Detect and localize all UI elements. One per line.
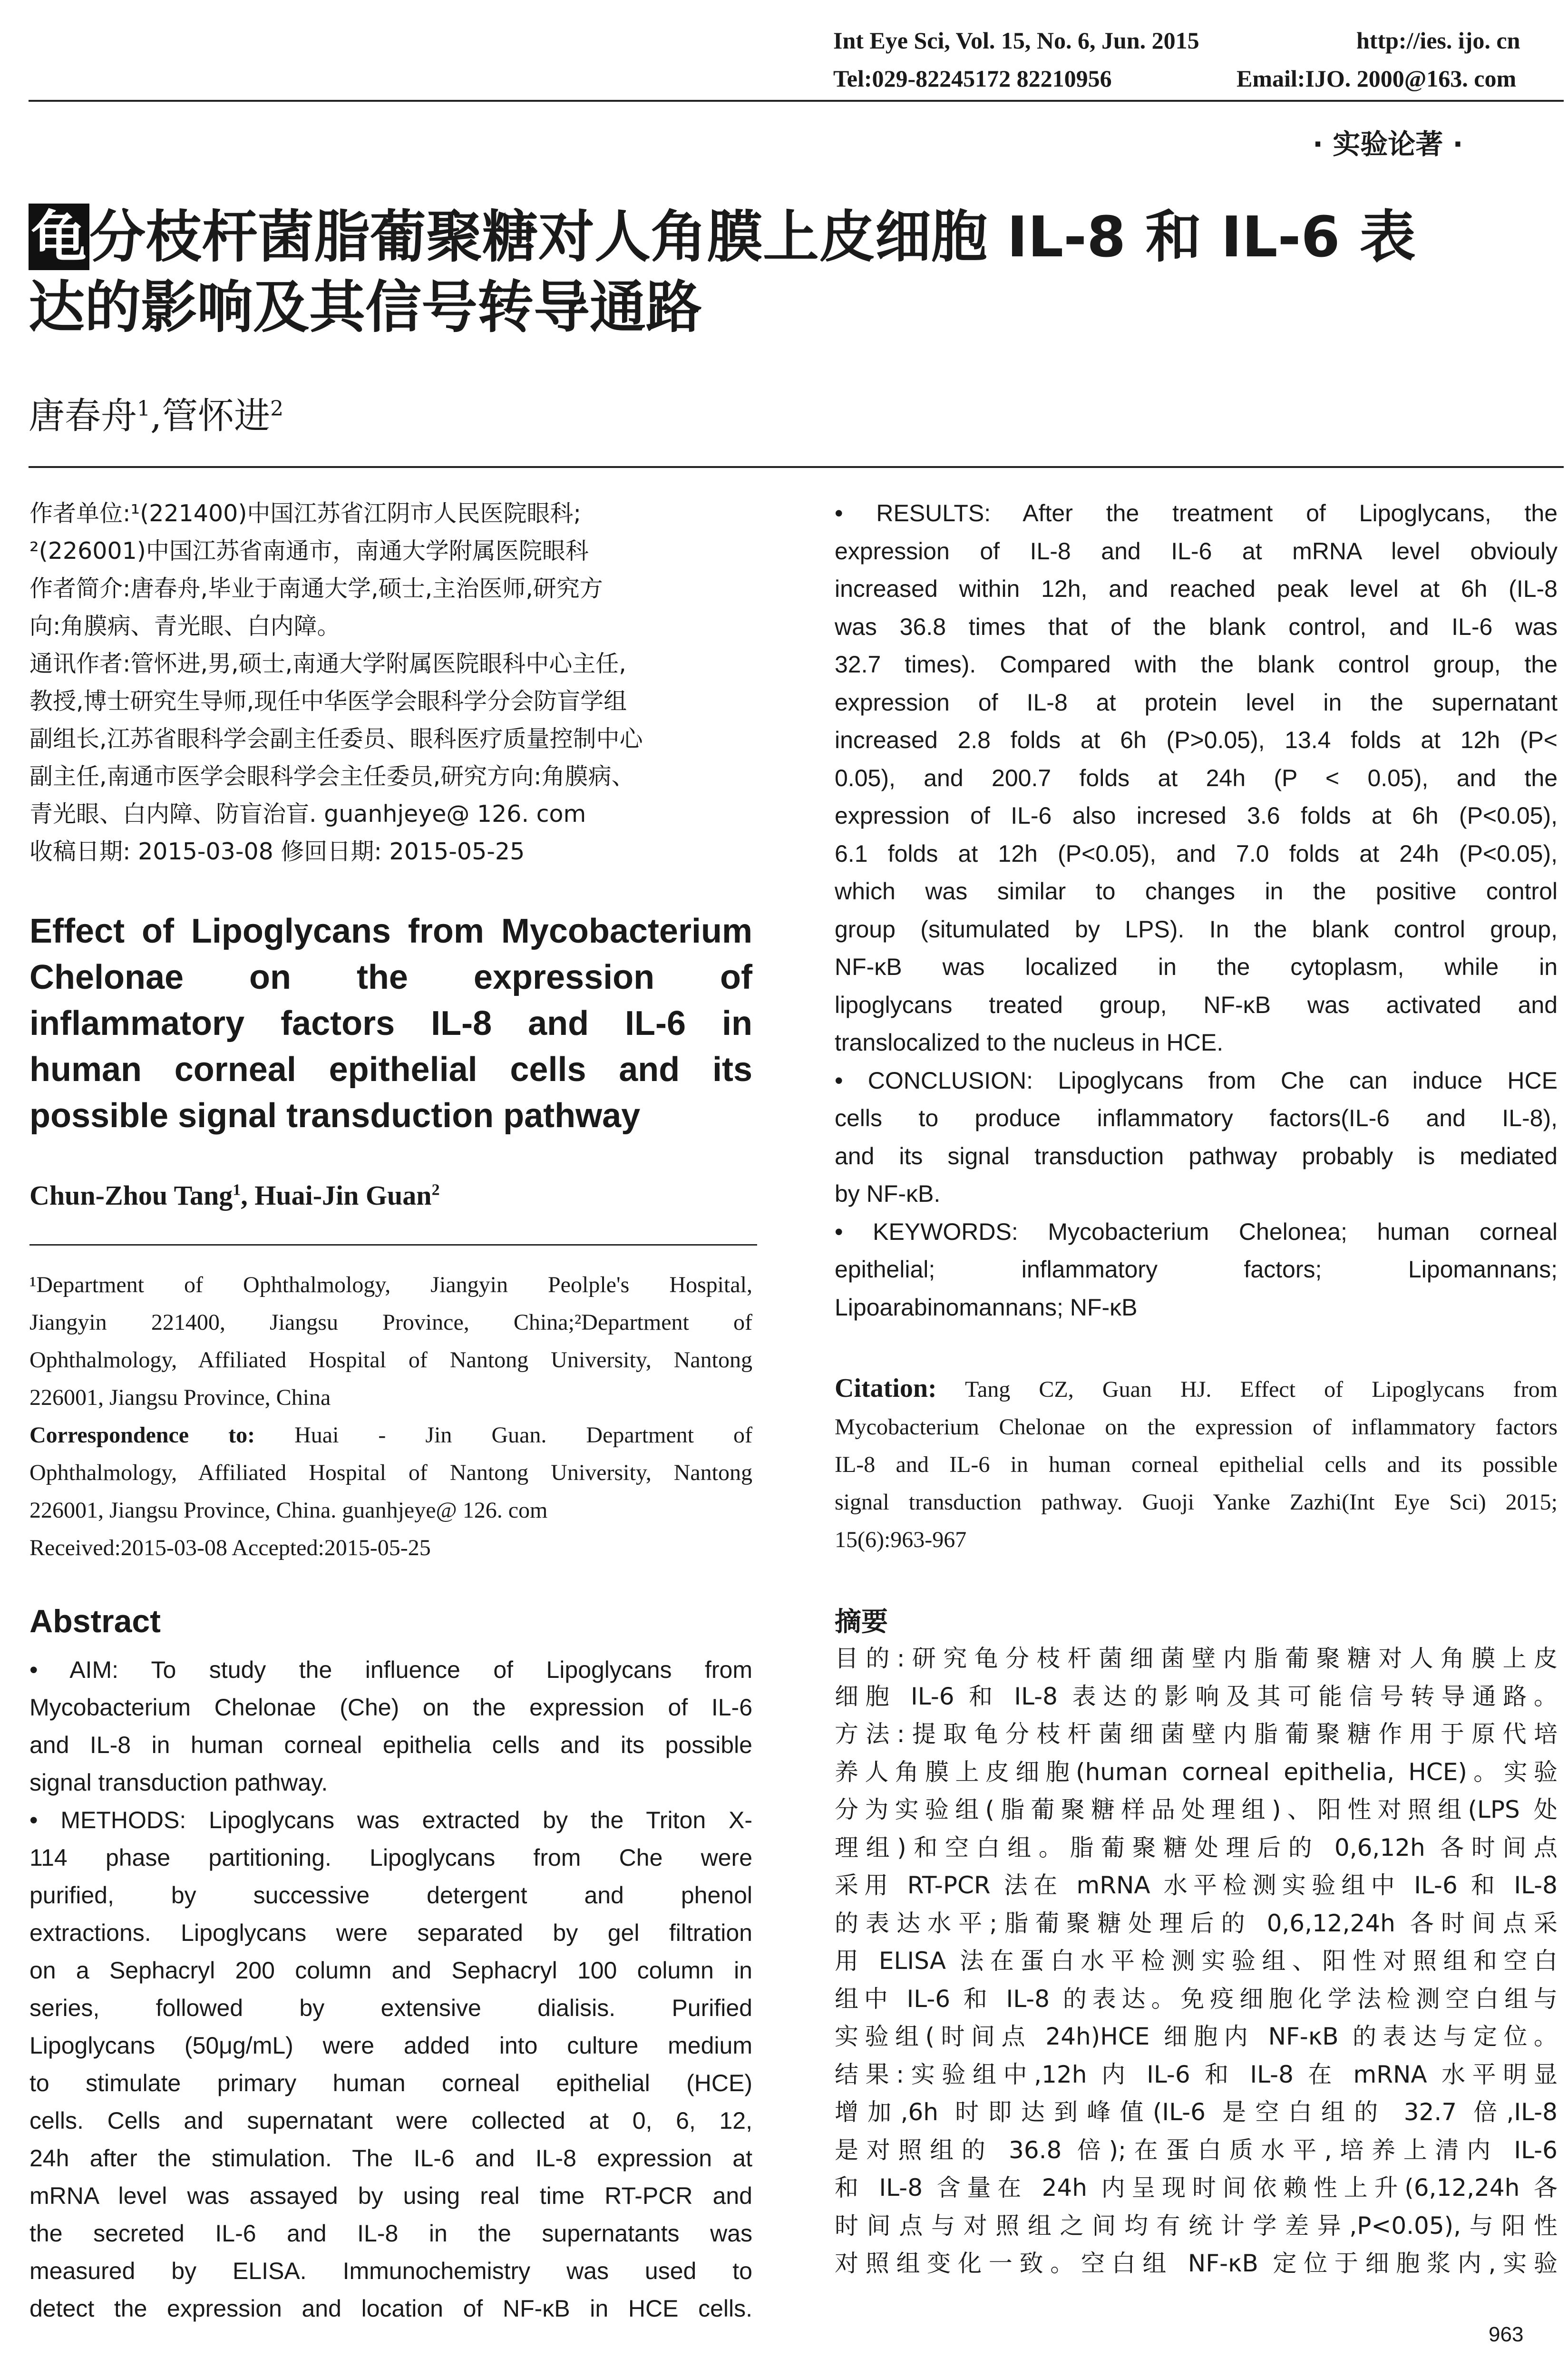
correspondence-line: Ophthalmology, Affiliated Hospital of Nantong University, Nantong [29, 1460, 752, 1485]
conclusion-line: cells to produce inflammatory factors(IL-6 and IL-8), [835, 1105, 1558, 1131]
abstract-cn-line: 的表达水平;脂葡聚糖处理后的 0,6,12,24h 各时间点采 [835, 1909, 1558, 1937]
results-line: lipoglycans treated group, NF-κB was activated and [835, 991, 1558, 1018]
correspondence-label: Correspondence to: [29, 1422, 255, 1448]
title-cn [29, 204, 1416, 270]
abstract-line: measured by ELISA. Immunochemistry was used to [29, 2258, 752, 2284]
abstract-cn-line: 组中 IL-6 和 IL-8 的表达。免疫细胞化学法检测空白组与 [835, 1985, 1558, 2013]
journal-email: Email:IJO. 2000@163. com [1237, 65, 1517, 92]
journal-tel: Tel:029-82245172 82210956 [833, 65, 1112, 92]
correspondence-line [29, 1416, 752, 1454]
cn-info-line: 作者简介:唐春舟,毕业于南通大学,硕士,主治医师,研究方 [29, 575, 603, 602]
cn-info-line: ²(226001)中国江苏省南通市，南通大学附属医院眼科 [29, 537, 589, 565]
abstract-line: on a Sephacryl 200 column and Sephacryl 100 column in [29, 1957, 752, 1984]
results-line: group (situmulated by LPS). In the blank control group, [835, 916, 1558, 943]
title-cn-line2: 达的影响及其信号转导通路 [29, 274, 702, 340]
abstract-cn-line: 理组)和空白组。脂葡聚糖处理后的 0,6,12h 各时间点 [835, 1833, 1558, 1861]
abstract-cn-line: 和 IL-8 含量在 24h 内呈现时间依赖性上升(6,12,24h 各 [835, 2174, 1558, 2202]
keywords-line: epithelial; inflammatory factors; Lipomannans; [835, 1256, 1558, 1283]
journal-line: Int Eye Sci, Vol. 15, No. 6, Jun. 2015 [833, 27, 1199, 54]
conclusion-line: by NF-κB. [835, 1180, 941, 1207]
author-cn-1-sup: 1 [137, 397, 150, 421]
abstract-line: mRNA level was assayed by using real time RT-PCR and [29, 2182, 752, 2209]
authors-rule [29, 466, 1564, 468]
citation-line: 15(6):963-967 [835, 1527, 967, 1552]
abstract-body [29, 1651, 752, 2328]
abstract-cn-line: 方法:提取龟分枝杆菌细菌壁内脂葡聚糖作用于原代培 [835, 1720, 1558, 1748]
abstract-line: detect the expression and location of NF-κB in HCE cells. [29, 2295, 752, 2322]
title-cn-line1: 分枝杆菌脂葡聚糖对人角膜上皮细胞 IL-8 和 IL-6 表 [89, 204, 1416, 270]
abstract-line: Mycobacterium Chelonae (Che) on the expression of IL-6 [29, 1694, 752, 1721]
results-line: 6.1 folds at 12h (P<0.05), and 7.0 folds at 24h (P<0.05), [835, 840, 1558, 867]
abstract-cn-heading: 摘要 [835, 1607, 888, 1637]
citation-line: signal transduction pathway. Guoji Yanke Zazhi(Int Eye Sci) 2015; [835, 1490, 1558, 1515]
results-line: 32.7 times). Compared with the blank control group, the [835, 651, 1558, 678]
keywords-line: • KEYWORDS: Mycobacterium Chelonea; human corneal [835, 1218, 1558, 1245]
correspondence-text: Huai - Jin Guan. Department of [294, 1422, 752, 1448]
affil-rule [29, 1244, 757, 1246]
abstract-line: and IL-8 in human corneal epithelia cells and its possible [29, 1732, 752, 1758]
abstract-line: series, followed by extensive dialisis. Purified [29, 1995, 752, 2021]
title-en-line: Chelonae on the expression of [29, 958, 752, 996]
conclusion-line: and its signal transduction pathway probably is mediated [835, 1142, 1558, 1169]
abstract-cn-line: 用 ELISA 法在蛋白水平检测实验组、阳性对照组和空白 [835, 1947, 1558, 1975]
right-abstract [835, 495, 1558, 1326]
received-line: Received:2015-03-08 Accepted:2015-05-25 [29, 1535, 431, 1560]
journal-url: http://ies. ijo. cn [1356, 27, 1520, 54]
abstract-cn-line: 采用 RT-PCR 法在 mRNA 水平检测实验组中 IL-6 和 IL-8 [835, 1871, 1558, 1899]
abstract-heading: Abstract [29, 1603, 161, 1639]
cn-info-line: 青光眼、白内障、防盲治盲. guanhjeye@ 126. com [29, 800, 586, 828]
cn-info-line: 作者单位:¹(221400)中国江苏省江阴市人民医院眼科; [29, 500, 581, 527]
title-mark: 龟 [29, 204, 89, 270]
cn-info-line: 向:角膜病、青光眼、白内障。 [29, 613, 341, 640]
author-en-sep: , [241, 1180, 255, 1211]
abstract-cn-line: 对照组变化一致。空白组 NF-κB 定位于细胞浆内,实验 [835, 2250, 1558, 2277]
abstract-line: cells. Cells and supernatant were collected at 0, 6, 12, [29, 2107, 752, 2134]
affil-line: Jiangyin 221400, Jiangsu Province, China;²Department of [29, 1310, 752, 1335]
results-line: NF-κB was localized in the cytoplasm, while in [835, 954, 1558, 980]
abstract-line: purified, by successive detergent and phenol [29, 1882, 752, 1909]
authors-cn [29, 385, 283, 439]
abstract-line: extractions. Lipoglycans were separated by gel filtration [29, 1919, 752, 1946]
cn-info-line: 教授,博士研究生导师,现任中华医学会眼科学分会防盲学组 [29, 688, 627, 715]
author-cn-1: 唐春舟 [29, 394, 137, 437]
abstract-line: 24h after the stimulation. The IL-6 and IL-8 expression at [29, 2145, 752, 2172]
title-en-line: inflammatory factors IL-8 and IL-6 in [29, 1004, 752, 1042]
results-line: was 36.8 times that of the blank control, and IL-6 was [835, 613, 1558, 640]
results-line: increased within 12h, and reached peak level at 6h (IL-8 [835, 575, 1558, 602]
results-line: • RESULTS: After the treatment of Lipoglycans, the [835, 500, 1558, 526]
results-line: 0.05), and 200.7 folds at 24h (P < 0.05), and the [835, 764, 1558, 791]
header-rule [29, 100, 1564, 102]
abstract-line: • METHODS: Lipoglycans was extracted by the Triton X- [29, 1807, 752, 1833]
abstract-cn-line: 养人角膜上皮细胞(human corneal epithelia, HCE)。实验 [835, 1758, 1558, 1786]
citation-line: Mycobacterium Chelonae on the expression of inflammatory factors [835, 1414, 1558, 1440]
abstract-cn-line: 目的:研究龟分枝杆菌细菌壁内脂葡聚糖对人角膜上皮 [835, 1645, 1558, 1672]
section-tag: · 实验论著 · [1313, 128, 1463, 160]
results-line: expression of IL-6 also incresed 3.6 folds at 6h (P<0.05), [835, 802, 1558, 829]
abstract-cn-body [835, 1640, 1558, 2283]
citation [835, 1370, 1558, 1559]
abstract-cn-line: 结果:实验组中,12h 内 IL-6 和 IL-8 在 mRNA 水平明显 [835, 2060, 1558, 2088]
cn-info-line: 收稿日期: 2015-03-08 修回日期: 2015-05-25 [29, 838, 525, 865]
results-line: expression of IL-8 and IL-6 at mRNA level obviouly [835, 537, 1558, 565]
author-en-2-sup: 2 [431, 1181, 440, 1199]
abstract-cn-line: 时间点与对照组之间均有统计学差异,P<0.05),与阳性 [835, 2211, 1558, 2240]
affil-line: ¹Department of Ophthalmology, Jiangyin Peolple's Hospital, [29, 1272, 752, 1297]
abstract-cn-line: 是对照组的 36.8 倍);在蛋白质水平,培养上清内 IL-6 [835, 2136, 1558, 2164]
page-number: 963 [1489, 2323, 1524, 2346]
abstract-line: the secreted IL-6 and IL-8 in the supernatants was [29, 2220, 752, 2247]
results-line: expression of IL-8 at protein level in the supernatant [835, 689, 1558, 716]
correspondence-line: 226001, Jiangsu Province, China. guanhjeye@ 126. com [29, 1498, 548, 1523]
author-en-2: Huai-Jin Guan [254, 1180, 432, 1211]
citation-line [835, 1370, 1558, 1408]
cn-info-line: 副主任,南通市医学会眼科学会主任委员,研究方向:角膜病、 [29, 763, 635, 790]
abstract-line: signal transduction pathway. [29, 1769, 328, 1796]
results-line: which was similar to changes in the positive control [835, 878, 1558, 905]
keywords-line: Lipoarabinomannans; NF-κB [835, 1294, 1138, 1321]
affil-line: Ophthalmology, Affiliated Hospital of Nantong University, Nantong [29, 1347, 752, 1373]
results-line: increased 2.8 folds at 6h (P>0.05), 13.4 folds at 12h (P< [835, 727, 1558, 753]
conclusion-line: • CONCLUSION: Lipoglycans from Che can induce HCE [835, 1067, 1558, 1094]
abstract-cn-line: 细胞 IL-6 和 IL-8 表达的影响及其可能信号转导通路。 [835, 1682, 1558, 1710]
cn-info-line: 副组长,江苏省眼科学会副主任委员、眼科医疗质量控制中心 [29, 725, 643, 752]
abstract-line: 114 phase partitioning. Lipoglycans from Che were [29, 1844, 752, 1871]
author-cn-2-sup: 2 [270, 397, 284, 421]
author-cn-sep: , [150, 394, 162, 437]
cn-info-line: 通讯作者:管怀进,男,硕士,南通大学附属医院眼科中心主任, [29, 650, 626, 677]
author-en-1-sup: 1 [233, 1181, 241, 1199]
title-en-line: possible signal transduction pathway [29, 1097, 641, 1135]
citation-line: IL-8 and IL-6 in human corneal epithelial cells and its possible [835, 1452, 1558, 1477]
title-en-line: human corneal epithelial cells and its [29, 1051, 752, 1089]
authors-en [29, 1179, 440, 1211]
title-en [29, 908, 752, 1139]
title-en-line: Effect of Lipoglycans from Mycobacterium [29, 912, 752, 950]
author-en-1: Chun-Zhou Tang [29, 1180, 233, 1211]
affil-line: 226001, Jiangsu Province, China [29, 1385, 331, 1410]
citation-label: Citation: [835, 1374, 937, 1403]
citation-text: Tang CZ, Guan HJ. Effect of Lipoglycans from [964, 1377, 1558, 1402]
author-cn-2: 管怀进 [162, 394, 271, 437]
results-line: translocalized to the nucleus in HCE. [835, 1029, 1224, 1056]
abstract-cn-line: 增加,6h 时即达到峰值(IL-6 是空白组的 32.7 倍,IL-8 [835, 2098, 1558, 2126]
abstract-cn-line: 实验组(时间点 24h)HCE 细胞内 NF-κB 的表达与定位。 [835, 2023, 1558, 2050]
abstract-cn-line: 分为实验组(脂葡聚糖样品处理组)、阳性对照组(LPS 处 [835, 1796, 1558, 1823]
abstract-line: • AIM: To study the influence of Lipoglycans from [29, 1656, 752, 1683]
abstract-line: to stimulate primary human corneal epithelial (HCE) [29, 2070, 752, 2096]
affiliations-en [29, 1266, 752, 1567]
abstract-line: Lipoglycans (50μg/mL) were added into culture medium [29, 2032, 752, 2059]
left-cn-info [29, 495, 752, 870]
